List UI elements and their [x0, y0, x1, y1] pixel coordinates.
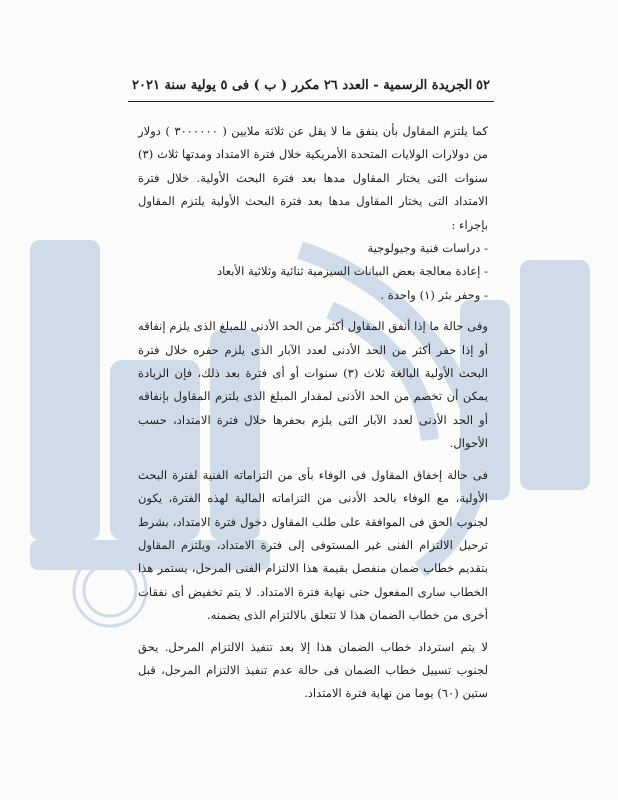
- spacer: [138, 456, 488, 464]
- document-body: [138, 120, 488, 706]
- spacer: [138, 307, 488, 315]
- paragraph-guarantee-release: لا يتم استرداد خطاب الضمان هذا إلا بعد تنفيذ الالتزام المرحل. يحق لجنوب تسييل خطاب الضمان فى حالة عدم تنفيذ الالتزام المرحل، قبل ستين (٦٠) يوما من نهاية فترة الامتداد.: [138, 639, 488, 701]
- page-number: ٥٢: [476, 78, 490, 93]
- page-header: [132, 78, 490, 93]
- list-item-seismic-reprocessing: - إعادة معالجة بعض البيانات السيزمية ثنائية وثلاثية الأبعاد: [216, 264, 488, 279]
- spacer: [138, 628, 488, 636]
- list-item-well-drilling: - وحفر بئر (١) واحدة .: [380, 287, 488, 302]
- list-item-technical-studies: - دراسات فنية وجيولوجية: [367, 241, 488, 256]
- paragraph-technical-default: فى حالة إخفاق المقاول فى الوفاء بأى من التزاماته الفنية لفترة البحث الأولية، مع الوفاء بالحد الأدنى من التزاماته المالية لهذه الفترة، يكون لجنوب الحق فى الموافقة على طلب المقاول دخول فترة الامتداد، بشرط ترحيل الالتزام الفنى غير المستوفى إلى فترة الامتداد، ويلتزم المقاول بتقديم خطاب ضمان منفصل بقيمة هذا الالتزام الفنى المرحل، يستمر هذا الخطاب سارى المفعول حتى نهاية فترة الامتداد. لا يتم تخفيض أى نفقات أخرى من خطاب الضمان هذا لا تتعلق بالالتزام الذى يضمنه.: [138, 467, 488, 623]
- paragraph-minimum-spend: كما يلتزم المقاول بأن ينفق ما لا يقل عن ثلاثة ملايين ( ٣٠٠٠٠٠٠ ) دولار من دولارات الولايات المتحدة الأمريكية خلال فترة الامتداد ومدتها ثلاث (٣) سنوات التى يختار المقاول مدها بعد فترة البحث الأولية. خلال فترة الامتداد التى يختار المقاول مدها بعد فترة البحث الأولية يلتزم المقاول بإجراء :: [138, 124, 488, 232]
- gazette-issue-line: الجريدة الرسمية - العدد ٢٦ مكرر ( ب ) فى ٥ يولية سنة ٢٠٢١: [132, 78, 473, 93]
- paragraph-excess-spend: وفى حالة ما إذا أنفق المقاول أكثر من الحد الأدنى للمبلغ الذى يلزم إنفاقه أو إذا حفر أكثر من الحد الأدنى لعدد الآبار الذى يلزم حفره خلال فترة البحث الأولية البالغة ثلاث (٣) سنوات أو أى فترة بعد ذلك، فإن الزيادة يمكن أن تخصم من الحد الأدنى لمقدار المبلغ الذى يلتزم المقاول بإنفاقه أو الحد الأدنى لعدد الآبار التى يلزم بحفرها خلال فترة الامتداد، حسب الأحوال.: [138, 319, 489, 451]
- header-divider: [128, 101, 494, 102]
